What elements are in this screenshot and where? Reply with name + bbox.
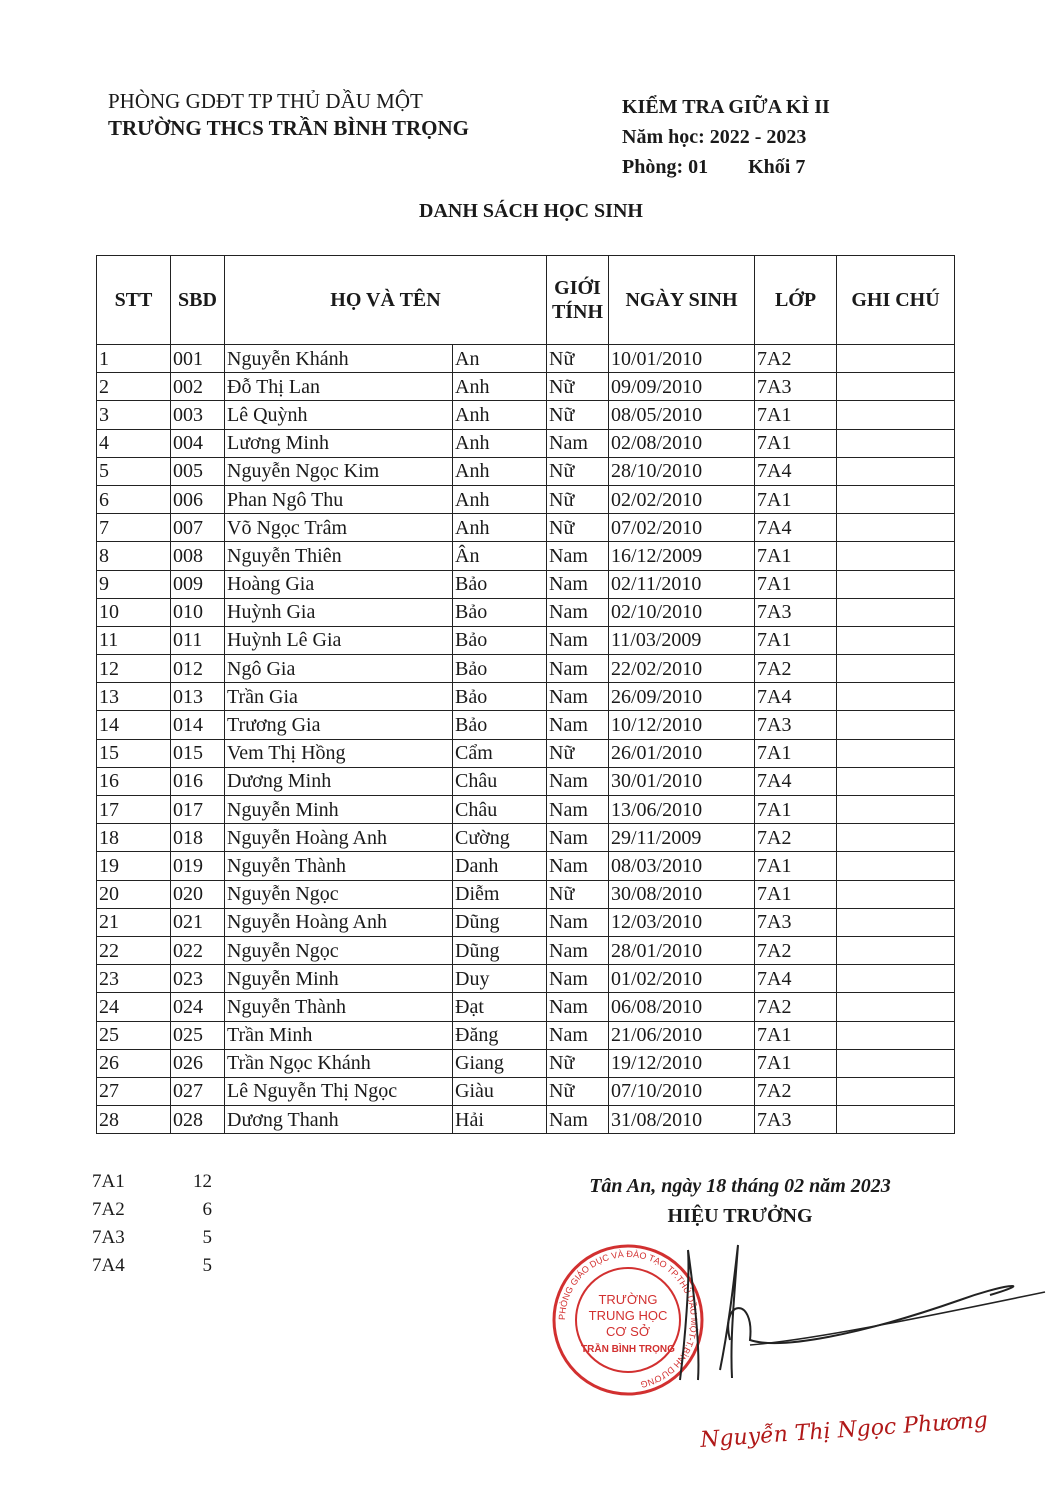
summary-row [92, 1252, 212, 1280]
cell-gender: Nam [547, 655, 609, 683]
cell-given-name: Bảo [453, 598, 547, 626]
cell-dob: 12/03/2010 [609, 908, 755, 936]
cell-dob: 26/01/2010 [609, 739, 755, 767]
cell-class: 7A2 [755, 936, 837, 964]
table-row [97, 401, 955, 429]
cell-surname: Đỗ Thị Lan [225, 373, 453, 401]
cell-stt: 9 [97, 570, 171, 598]
cell-class: 7A1 [755, 1049, 837, 1077]
cell-class: 7A1 [755, 739, 837, 767]
cell-dob: 29/11/2009 [609, 824, 755, 852]
signer-role: HIỆU TRƯỞNG [667, 1205, 813, 1227]
cell-given-name: An [453, 345, 547, 373]
cell-dob: 06/08/2010 [609, 993, 755, 1021]
cell-stt: 21 [97, 908, 171, 936]
cell-note [837, 373, 955, 401]
cell-note [837, 570, 955, 598]
cell-dob: 10/12/2010 [609, 711, 755, 739]
cell-class: 7A1 [755, 401, 837, 429]
cell-stt: 5 [97, 457, 171, 485]
header-gender-line1: GIỚI [554, 277, 601, 299]
header-sbd: SBD [171, 256, 225, 345]
table-row [97, 598, 955, 626]
cell-class: 7A2 [755, 1077, 837, 1105]
cell-given-name: Hải [453, 1106, 547, 1134]
cell-given-name: Danh [453, 852, 547, 880]
table-body [97, 345, 955, 1134]
school-year: Năm học: 2022 - 2023 [622, 126, 807, 148]
cell-gender: Nam [547, 852, 609, 880]
table-row [97, 655, 955, 683]
cell-given-name: Bảo [453, 626, 547, 654]
cell-dob: 13/06/2010 [609, 796, 755, 824]
cell-note [837, 429, 955, 457]
table-row [97, 711, 955, 739]
cell-class: 7A4 [755, 965, 837, 993]
summary-class: 7A1 [92, 1171, 125, 1192]
cell-note [837, 880, 955, 908]
cell-class: 7A2 [755, 655, 837, 683]
cell-gender: Nam [547, 1106, 609, 1134]
cell-class: 7A4 [755, 767, 837, 795]
summary-class: 7A2 [92, 1199, 125, 1220]
cell-gender: Nam [547, 796, 609, 824]
signer-name: Nguyễn Thị Ngọc Phương [699, 1407, 989, 1454]
cell-note [837, 457, 955, 485]
cell-stt: 4 [97, 429, 171, 457]
cell-note [837, 514, 955, 542]
cell-stt: 7 [97, 514, 171, 542]
cell-stt: 14 [97, 711, 171, 739]
cell-dob: 02/02/2010 [609, 485, 755, 513]
table-row [97, 626, 955, 654]
cell-surname: Trương Gia [225, 711, 453, 739]
cell-class: 7A3 [755, 711, 837, 739]
cell-gender: Nữ [547, 401, 609, 429]
cell-note [837, 542, 955, 570]
cell-dob: 30/08/2010 [609, 880, 755, 908]
cell-given-name: Anh [453, 373, 547, 401]
cell-surname: Huỳnh Lê Gia [225, 626, 453, 654]
table-row [97, 1077, 955, 1105]
cell-sbd: 020 [171, 880, 225, 908]
cell-gender: Nam [547, 1021, 609, 1049]
summary-row [92, 1168, 212, 1196]
table-row [97, 570, 955, 598]
cell-stt: 26 [97, 1049, 171, 1077]
cell-stt: 10 [97, 598, 171, 626]
cell-surname: Huỳnh Gia [225, 598, 453, 626]
cell-sbd: 027 [171, 1077, 225, 1105]
room-grade-line [622, 152, 830, 182]
cell-given-name: Anh [453, 485, 547, 513]
cell-stt: 2 [97, 373, 171, 401]
cell-note [837, 1049, 955, 1077]
exam-title: KIỂM TRA GIỮA KÌ II [622, 96, 830, 118]
cell-stt: 25 [97, 1021, 171, 1049]
cell-given-name: Châu [453, 796, 547, 824]
cell-surname: Võ Ngọc Trâm [225, 514, 453, 542]
cell-surname: Trần Minh [225, 1021, 453, 1049]
cell-surname: Lương Minh [225, 429, 453, 457]
header-left [108, 88, 469, 142]
cell-note [837, 796, 955, 824]
cell-note [837, 655, 955, 683]
cell-class: 7A3 [755, 1106, 837, 1134]
cell-dob: 31/08/2010 [609, 1106, 755, 1134]
cell-sbd: 011 [171, 626, 225, 654]
table-row [97, 824, 955, 852]
cell-sbd: 006 [171, 485, 225, 513]
cell-given-name: Bảo [453, 683, 547, 711]
cell-note [837, 1106, 955, 1134]
table-row [97, 1021, 955, 1049]
cell-given-name: Cường [453, 824, 547, 852]
cell-surname: Nguyễn Khánh [225, 345, 453, 373]
cell-given-name: Đạt [453, 993, 547, 1021]
cell-given-name: Anh [453, 514, 547, 542]
seal-line3: CƠ SỞ [606, 1324, 650, 1339]
table-row [97, 767, 955, 795]
cell-gender: Nam [547, 936, 609, 964]
cell-given-name: Bảo [453, 655, 547, 683]
class-summary [92, 1168, 212, 1280]
cell-gender: Nữ [547, 1049, 609, 1077]
table-row [97, 965, 955, 993]
table-row [97, 739, 955, 767]
cell-dob: 01/02/2010 [609, 965, 755, 993]
cell-surname: Nguyễn Minh [225, 965, 453, 993]
cell-class: 7A3 [755, 373, 837, 401]
summary-count: 6 [202, 1199, 212, 1220]
cell-surname: Hoàng Gia [225, 570, 453, 598]
cell-stt: 22 [97, 936, 171, 964]
cell-sbd: 008 [171, 542, 225, 570]
cell-gender: Nam [547, 993, 609, 1021]
cell-gender: Nữ [547, 457, 609, 485]
cell-gender: Nam [547, 542, 609, 570]
table-row [97, 852, 955, 880]
cell-dob: 02/11/2010 [609, 570, 755, 598]
table-row [97, 345, 955, 373]
table-row [97, 514, 955, 542]
cell-stt: 23 [97, 965, 171, 993]
cell-sbd: 025 [171, 1021, 225, 1049]
cell-stt: 19 [97, 852, 171, 880]
cell-note [837, 626, 955, 654]
cell-surname: Vem Thị Hồng [225, 739, 453, 767]
cell-dob: 09/09/2010 [609, 373, 755, 401]
cell-surname: Lê Quỳnh [225, 401, 453, 429]
cell-given-name: Duy [453, 965, 547, 993]
cell-note [837, 711, 955, 739]
cell-sbd: 014 [171, 711, 225, 739]
cell-class: 7A1 [755, 429, 837, 457]
cell-note [837, 767, 955, 795]
table-row [97, 880, 955, 908]
cell-stt: 6 [97, 485, 171, 513]
cell-surname: Phan Ngô Thu [225, 485, 453, 513]
cell-stt: 12 [97, 655, 171, 683]
cell-gender: Nam [547, 570, 609, 598]
cell-sbd: 003 [171, 401, 225, 429]
cell-stt: 27 [97, 1077, 171, 1105]
cell-surname: Ngô Gia [225, 655, 453, 683]
cell-sbd: 018 [171, 824, 225, 852]
cell-sbd: 024 [171, 993, 225, 1021]
cell-given-name: Anh [453, 401, 547, 429]
cell-surname: Trần Ngọc Khánh [225, 1049, 453, 1077]
cell-sbd: 007 [171, 514, 225, 542]
cell-surname: Nguyễn Thành [225, 993, 453, 1021]
cell-gender: Nữ [547, 1077, 609, 1105]
seal-line1: TRƯỜNG [598, 1292, 658, 1307]
cell-gender: Nam [547, 429, 609, 457]
cell-gender: Nam [547, 711, 609, 739]
grade-label: Khối 7 [748, 156, 806, 178]
cell-gender: Nữ [547, 485, 609, 513]
summary-count: 5 [202, 1255, 212, 1276]
cell-stt: 13 [97, 683, 171, 711]
cell-sbd: 005 [171, 457, 225, 485]
cell-dob: 26/09/2010 [609, 683, 755, 711]
cell-dob: 30/01/2010 [609, 767, 755, 795]
cell-sbd: 028 [171, 1106, 225, 1134]
cell-surname: Nguyễn Thiên [225, 542, 453, 570]
cell-dob: 11/03/2009 [609, 626, 755, 654]
cell-gender: Nam [547, 626, 609, 654]
cell-sbd: 022 [171, 936, 225, 964]
summary-class: 7A4 [92, 1255, 125, 1276]
seal-line2: TRUNG HỌC [588, 1308, 668, 1323]
table-row [97, 542, 955, 570]
department-name: PHÒNG GDĐT TP THỦ DẦU MỘT [108, 89, 423, 113]
cell-given-name: Dũng [453, 936, 547, 964]
cell-gender: Nam [547, 824, 609, 852]
cell-class: 7A1 [755, 626, 837, 654]
cell-note [837, 824, 955, 852]
cell-note [837, 683, 955, 711]
seal-ring-text: PHÒNG GIÁO DỤC VÀ ĐÀO TẠO TP.THỦ DẦU MỘT-T.BÌNH DƯƠNG [556, 1248, 700, 1390]
header-right [622, 92, 830, 182]
cell-stt: 24 [97, 993, 171, 1021]
cell-stt: 17 [97, 796, 171, 824]
cell-class: 7A2 [755, 824, 837, 852]
cell-stt: 20 [97, 880, 171, 908]
school-name: TRƯỜNG THCS TRẦN BÌNH TRỌNG [108, 116, 469, 140]
header-name: HỌ VÀ TÊN [225, 256, 547, 345]
room-label: Phòng: 01 [622, 156, 709, 178]
cell-stt: 8 [97, 542, 171, 570]
table-row [97, 457, 955, 485]
cell-given-name: Đăng [453, 1021, 547, 1049]
cell-class: 7A1 [755, 1021, 837, 1049]
cell-note [837, 739, 955, 767]
cell-stt: 1 [97, 345, 171, 373]
cell-surname: Nguyễn Ngọc [225, 880, 453, 908]
cell-dob: 07/10/2010 [609, 1077, 755, 1105]
cell-given-name: Dũng [453, 908, 547, 936]
cell-note [837, 485, 955, 513]
cell-sbd: 019 [171, 852, 225, 880]
cell-note [837, 993, 955, 1021]
cell-sbd: 023 [171, 965, 225, 993]
cell-gender: Nữ [547, 514, 609, 542]
cell-class: 7A1 [755, 485, 837, 513]
cell-sbd: 001 [171, 345, 225, 373]
cell-sbd: 013 [171, 683, 225, 711]
cell-surname: Nguyễn Ngọc [225, 936, 453, 964]
cell-given-name: Anh [453, 457, 547, 485]
cell-surname: Trần Gia [225, 683, 453, 711]
summary-class: 7A3 [92, 1227, 125, 1248]
summary-row [92, 1224, 212, 1252]
cell-stt: 15 [97, 739, 171, 767]
cell-note [837, 1021, 955, 1049]
table-row [97, 1106, 955, 1134]
cell-note [837, 965, 955, 993]
table-row [97, 936, 955, 964]
header-stt: STT [97, 256, 171, 345]
table-row [97, 796, 955, 824]
cell-gender: Nữ [547, 739, 609, 767]
cell-surname: Dương Thanh [225, 1106, 453, 1134]
handwritten-signature [660, 1240, 1050, 1390]
cell-stt: 11 [97, 626, 171, 654]
student-table [96, 255, 955, 1134]
cell-given-name: Bảo [453, 570, 547, 598]
cell-dob: 10/01/2010 [609, 345, 755, 373]
table-row [97, 1049, 955, 1077]
cell-dob: 08/03/2010 [609, 852, 755, 880]
cell-note [837, 345, 955, 373]
cell-stt: 18 [97, 824, 171, 852]
summary-count: 12 [193, 1171, 212, 1192]
cell-class: 7A3 [755, 598, 837, 626]
cell-note [837, 1077, 955, 1105]
cell-dob: 02/10/2010 [609, 598, 755, 626]
cell-dob: 28/01/2010 [609, 936, 755, 964]
cell-surname: Lê Nguyễn Thị Ngọc [225, 1077, 453, 1105]
cell-sbd: 012 [171, 655, 225, 683]
table-row [97, 683, 955, 711]
cell-given-name: Giàu [453, 1077, 547, 1105]
header-note: GHI CHÚ [837, 256, 955, 345]
cell-dob: 22/02/2010 [609, 655, 755, 683]
cell-class: 7A1 [755, 880, 837, 908]
cell-gender: Nam [547, 767, 609, 795]
table-header-row [97, 256, 955, 345]
cell-given-name: Giang [453, 1049, 547, 1077]
cell-stt: 3 [97, 401, 171, 429]
cell-surname: Nguyễn Minh [225, 796, 453, 824]
header-gender-line2: TÍNH [551, 301, 604, 323]
cell-class: 7A3 [755, 908, 837, 936]
cell-class: 7A4 [755, 514, 837, 542]
cell-note [837, 401, 955, 429]
cell-gender: Nam [547, 965, 609, 993]
cell-dob: 28/10/2010 [609, 457, 755, 485]
cell-given-name: Bảo [453, 711, 547, 739]
cell-dob: 07/02/2010 [609, 514, 755, 542]
cell-class: 7A2 [755, 993, 837, 1021]
header-gender [547, 256, 609, 345]
signing-date: Tân An, ngày 18 tháng 02 năm 2023 [589, 1175, 891, 1197]
cell-sbd: 004 [171, 429, 225, 457]
cell-note [837, 936, 955, 964]
cell-surname: Nguyễn Hoàng Anh [225, 824, 453, 852]
cell-dob: 16/12/2009 [609, 542, 755, 570]
cell-class: 7A4 [755, 683, 837, 711]
cell-stt: 28 [97, 1106, 171, 1134]
cell-gender: Nam [547, 598, 609, 626]
cell-gender: Nữ [547, 373, 609, 401]
cell-surname: Nguyễn Ngọc Kim [225, 457, 453, 485]
cell-class: 7A2 [755, 345, 837, 373]
document-title: DANH SÁCH HỌC SINH [419, 200, 643, 222]
cell-dob: 02/08/2010 [609, 429, 755, 457]
header-class: LỚP [755, 256, 837, 345]
cell-sbd: 016 [171, 767, 225, 795]
table-row [97, 485, 955, 513]
cell-class: 7A1 [755, 852, 837, 880]
cell-class: 7A1 [755, 570, 837, 598]
cell-given-name: Cẩm [453, 739, 547, 767]
cell-sbd: 026 [171, 1049, 225, 1077]
summary-count: 5 [202, 1227, 212, 1248]
cell-class: 7A1 [755, 542, 837, 570]
cell-gender: Nam [547, 683, 609, 711]
cell-sbd: 015 [171, 739, 225, 767]
cell-given-name: Anh [453, 429, 547, 457]
cell-given-name: Châu [453, 767, 547, 795]
cell-sbd: 017 [171, 796, 225, 824]
cell-sbd: 009 [171, 570, 225, 598]
cell-class: 7A1 [755, 796, 837, 824]
cell-surname: Nguyễn Hoàng Anh [225, 908, 453, 936]
header-dob: NGÀY SINH [609, 256, 755, 345]
cell-note [837, 598, 955, 626]
cell-note [837, 852, 955, 880]
cell-dob: 21/06/2010 [609, 1021, 755, 1049]
cell-dob: 19/12/2010 [609, 1049, 755, 1077]
summary-row [92, 1196, 212, 1224]
cell-sbd: 021 [171, 908, 225, 936]
cell-sbd: 002 [171, 373, 225, 401]
table-row [97, 373, 955, 401]
table-row [97, 429, 955, 457]
cell-sbd: 010 [171, 598, 225, 626]
cell-class: 7A4 [755, 457, 837, 485]
cell-gender: Nữ [547, 880, 609, 908]
cell-surname: Nguyễn Thành [225, 852, 453, 880]
cell-note [837, 908, 955, 936]
table-row [97, 908, 955, 936]
cell-gender: Nữ [547, 345, 609, 373]
cell-surname: Dương Minh [225, 767, 453, 795]
cell-stt: 16 [97, 767, 171, 795]
cell-dob: 08/05/2010 [609, 401, 755, 429]
seal-line4: TRẦN BÌNH TRỌNG [581, 1344, 675, 1355]
table-row [97, 993, 955, 1021]
cell-given-name: Ân [453, 542, 547, 570]
cell-given-name: Diễm [453, 880, 547, 908]
cell-gender: Nam [547, 908, 609, 936]
